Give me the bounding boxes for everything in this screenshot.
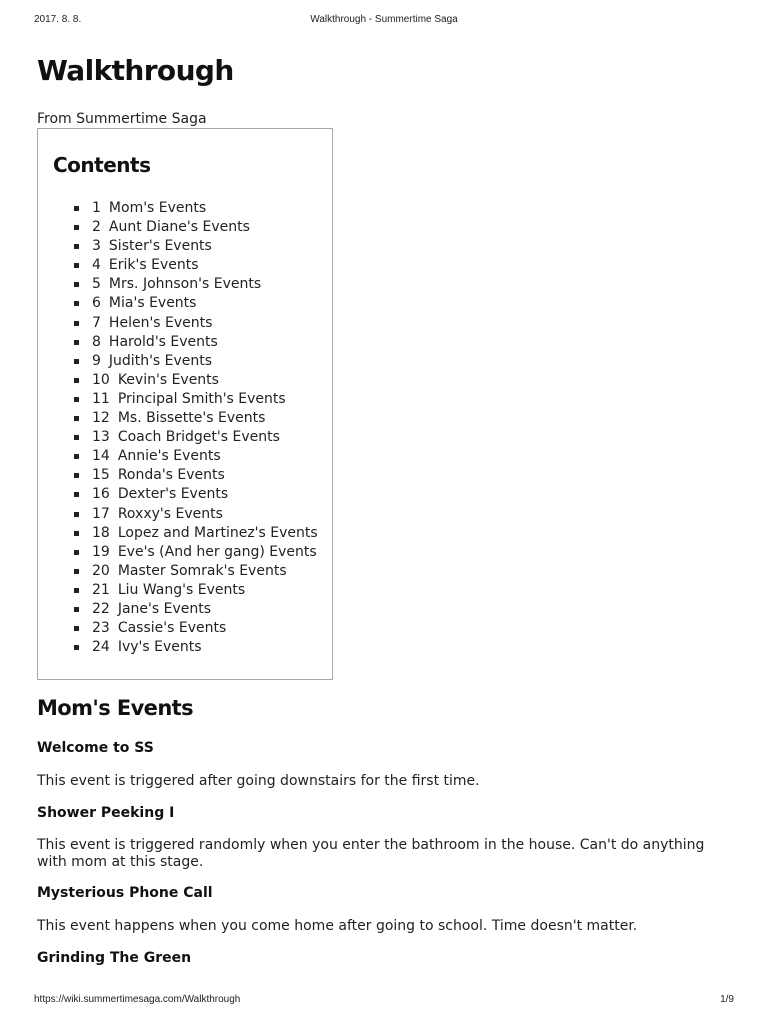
toc-item-number: 17 <box>92 505 110 522</box>
toc-item-label[interactable]: Harold's Events <box>108 333 218 350</box>
bullet-icon <box>74 416 79 421</box>
toc-item[interactable] <box>38 391 318 410</box>
toc-item-label[interactable]: Mom's Events <box>108 200 207 216</box>
bullet-icon <box>74 473 79 478</box>
page-title: Walkthrough <box>37 54 234 87</box>
toc-item[interactable] <box>38 486 318 505</box>
toc-item-number: 2 <box>92 219 101 236</box>
bullet-icon <box>74 263 79 268</box>
toc-item-number: 10 <box>92 371 110 388</box>
toc-item-label[interactable]: Eve's (And her gang) Events <box>117 543 317 560</box>
toc-item[interactable] <box>38 448 318 467</box>
toc-item[interactable] <box>38 601 318 620</box>
bullet-icon <box>74 454 79 459</box>
toc-heading: Contents <box>53 153 151 177</box>
bullet-icon <box>74 588 79 593</box>
toc-item-label[interactable]: Helen's Events <box>108 314 213 331</box>
bullet-icon <box>74 301 79 306</box>
toc-item-label[interactable]: Cassie's Events <box>117 620 227 637</box>
print-header <box>0 14 768 30</box>
toc-item-number: 15 <box>92 467 110 484</box>
toc-item[interactable] <box>38 372 318 391</box>
toc-list <box>38 200 318 658</box>
toc-item-number: 7 <box>92 314 101 331</box>
toc-item-label[interactable]: Lopez and Martinez's Events <box>117 524 318 541</box>
toc-item-number: 13 <box>92 429 110 446</box>
toc-item[interactable] <box>38 544 318 563</box>
toc-item-number: 6 <box>92 295 101 312</box>
bullet-icon <box>74 206 79 211</box>
bullet-icon <box>74 359 79 364</box>
toc-item-number: 21 <box>92 581 110 598</box>
bullet-icon <box>74 512 79 517</box>
toc-item[interactable] <box>38 563 318 582</box>
event-title: Shower Peeking I <box>37 805 175 821</box>
toc-item[interactable] <box>38 219 318 238</box>
toc-item-label[interactable]: Erik's Events <box>108 257 199 274</box>
toc-item-number: 9 <box>92 352 101 369</box>
bullet-icon <box>74 244 79 249</box>
toc-item-label[interactable]: Mrs. Johnson's Events <box>108 276 262 293</box>
toc-item-number: 3 <box>92 238 101 255</box>
toc-item-number: 24 <box>92 639 110 656</box>
toc-item-label[interactable]: Roxxy's Events <box>117 505 223 522</box>
bullet-icon <box>74 569 79 574</box>
print-document-title: Walkthrough - Summertime Saga <box>310 14 458 25</box>
toc-item-number: 8 <box>92 333 101 350</box>
bullet-icon <box>74 607 79 612</box>
toc-item-number: 16 <box>92 486 110 503</box>
toc-item-label[interactable]: Liu Wang's Events <box>117 581 246 598</box>
toc-item-number: 11 <box>92 390 110 407</box>
toc-item-number: 19 <box>92 543 110 560</box>
toc-item-number: 23 <box>92 620 110 637</box>
event-description: This event happens when you come home after going to school. Time doesn't matter. <box>37 918 638 934</box>
toc-item[interactable] <box>38 238 318 257</box>
page-number: 1/9 <box>720 994 734 1005</box>
toc-item-number: 18 <box>92 524 110 541</box>
print-footer <box>0 994 768 1010</box>
section-title-moms-events: Mom's Events <box>37 696 194 720</box>
toc-item-label[interactable]: Kevin's Events <box>117 371 219 388</box>
toc-item[interactable] <box>38 582 318 601</box>
event-title: Grinding The Green <box>37 950 192 966</box>
toc-item[interactable] <box>38 334 318 353</box>
toc-item-number: 22 <box>92 600 110 617</box>
bullet-icon <box>74 645 79 650</box>
toc-item[interactable] <box>38 506 318 525</box>
toc-item[interactable] <box>38 295 318 314</box>
toc-item-number: 14 <box>92 448 110 465</box>
bullet-icon <box>74 340 79 345</box>
toc-item[interactable] <box>38 639 318 658</box>
toc-item-label[interactable]: Jane's Events <box>117 600 212 617</box>
bullet-icon <box>74 378 79 383</box>
toc-item-label[interactable]: Master Somrak's Events <box>117 562 287 579</box>
toc-item-label[interactable]: Coach Bridget's Events <box>117 429 280 446</box>
toc-item[interactable] <box>38 200 318 219</box>
event-title: Mysterious Phone Call <box>37 885 213 901</box>
toc-item-label[interactable]: Mia's Events <box>108 295 197 312</box>
event-description: This event is triggered after going downstairs for the first time. <box>37 773 480 789</box>
toc-item-label[interactable]: Dexter's Events <box>117 486 229 503</box>
print-date: 2017. 8. 8. <box>34 14 82 25</box>
toc-item-label[interactable]: Principal Smith's Events <box>117 390 286 407</box>
toc-item-label[interactable]: Ms. Bissette's Events <box>117 410 266 427</box>
print-url: https://wiki.summertimesaga.com/Walkthrough <box>34 994 241 1005</box>
bullet-icon <box>74 282 79 287</box>
bullet-icon <box>74 550 79 555</box>
toc-item-label[interactable]: Ronda's Events <box>117 467 225 484</box>
toc-item[interactable] <box>38 620 318 639</box>
toc-item[interactable] <box>38 276 318 295</box>
bullet-icon <box>74 492 79 497</box>
toc-item-label[interactable]: Ivy's Events <box>117 639 202 656</box>
bullet-icon <box>74 531 79 536</box>
page-subtitle: From Summertime Saga <box>37 111 207 127</box>
bullet-icon <box>74 435 79 440</box>
toc-item-number: 12 <box>92 410 110 427</box>
toc-item-number: 5 <box>92 276 101 293</box>
toc-item[interactable] <box>38 315 318 334</box>
toc-item-label[interactable]: Judith's Events <box>108 352 213 369</box>
event-title: Welcome to SS <box>37 740 154 756</box>
toc-item-label[interactable]: Sister's Events <box>108 238 212 255</box>
bullet-icon <box>74 321 79 326</box>
bullet-icon <box>74 397 79 402</box>
toc-item[interactable] <box>38 429 318 448</box>
toc-item-label[interactable]: Annie's Events <box>117 448 221 465</box>
toc-item-number: 4 <box>92 257 101 274</box>
toc-item[interactable] <box>38 353 318 372</box>
bullet-icon <box>74 626 79 631</box>
toc-item[interactable] <box>38 410 318 429</box>
toc-item-number: 20 <box>92 562 110 579</box>
toc-item[interactable] <box>38 525 318 544</box>
toc-item[interactable] <box>38 467 318 486</box>
event-description: This event is triggered randomly when you enter the bathroom in the house. Can't do anything with mom at this stage. <box>37 837 705 870</box>
bullet-icon <box>74 225 79 230</box>
toc-item-number: 1 <box>92 200 101 216</box>
toc-item-label[interactable]: Aunt Diane's Events <box>108 219 250 236</box>
toc-item[interactable] <box>38 257 318 276</box>
table-of-contents <box>37 128 333 680</box>
